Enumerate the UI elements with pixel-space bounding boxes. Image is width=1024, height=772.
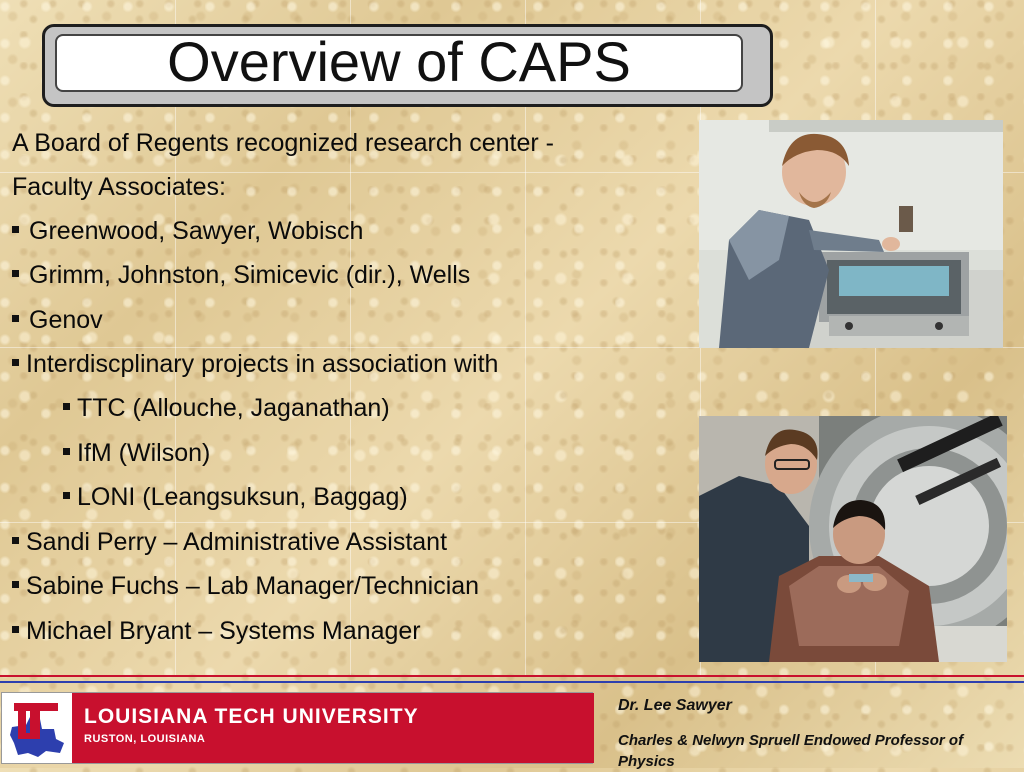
title-frame: [42, 24, 773, 107]
bullet-icon: [63, 492, 70, 499]
vault-photo: [699, 416, 1007, 662]
university-name: LOUISIANA TECH UNIVERSITY: [84, 705, 419, 728]
bullet-icon: [12, 537, 19, 544]
staff-item: Sabine Fuchs – Lab Manager/Technician: [12, 571, 479, 601]
bullet-icon: [63, 403, 70, 410]
banner-red-block: [72, 693, 594, 763]
author-name: Dr. Lee Sawyer: [618, 697, 732, 714]
staff-item: Sandi Perry – Administrative Assistant: [12, 527, 447, 557]
lab-photo: [699, 120, 1003, 348]
staff-item: Michael Bryant – Systems Manager: [12, 616, 421, 646]
bullet-icon: [12, 359, 19, 366]
bullet-icon: [12, 581, 19, 588]
project-item: IfM (Wilson): [63, 438, 210, 468]
louisiana-tech-logo: [6, 699, 68, 759]
footer-rule-blue: [0, 681, 1024, 683]
university-location: RUSTON, LOUISIANA: [84, 733, 206, 745]
intro-line: A Board of Regents recognized research center -: [12, 129, 554, 157]
bullet-icon: [12, 315, 19, 322]
project-item: LONI (Leangsuksun, Baggag): [63, 482, 408, 512]
bullet-icon: [12, 226, 19, 233]
university-banner: [1, 692, 593, 764]
slide-title: Overview of CAPS: [55, 34, 743, 92]
faculty-heading: Faculty Associates:: [12, 173, 226, 201]
faculty-item: Greenwood, Sawyer, Wobisch: [12, 216, 363, 246]
author-title: Charles & Nelwyn Spruell Endowed Professor of Physics: [618, 732, 964, 770]
projects-intro: Interdiscplinary projects in association with: [12, 349, 498, 379]
footer-rule-red: [0, 675, 1024, 677]
bullet-icon: [63, 448, 70, 455]
faculty-item: Genov: [12, 305, 103, 335]
bullet-icon: [12, 270, 19, 277]
project-item: TTC (Allouche, Jaganathan): [63, 393, 390, 423]
bullet-icon: [12, 626, 19, 633]
faculty-item: Grimm, Johnston, Simicevic (dir.), Wells: [12, 260, 470, 290]
